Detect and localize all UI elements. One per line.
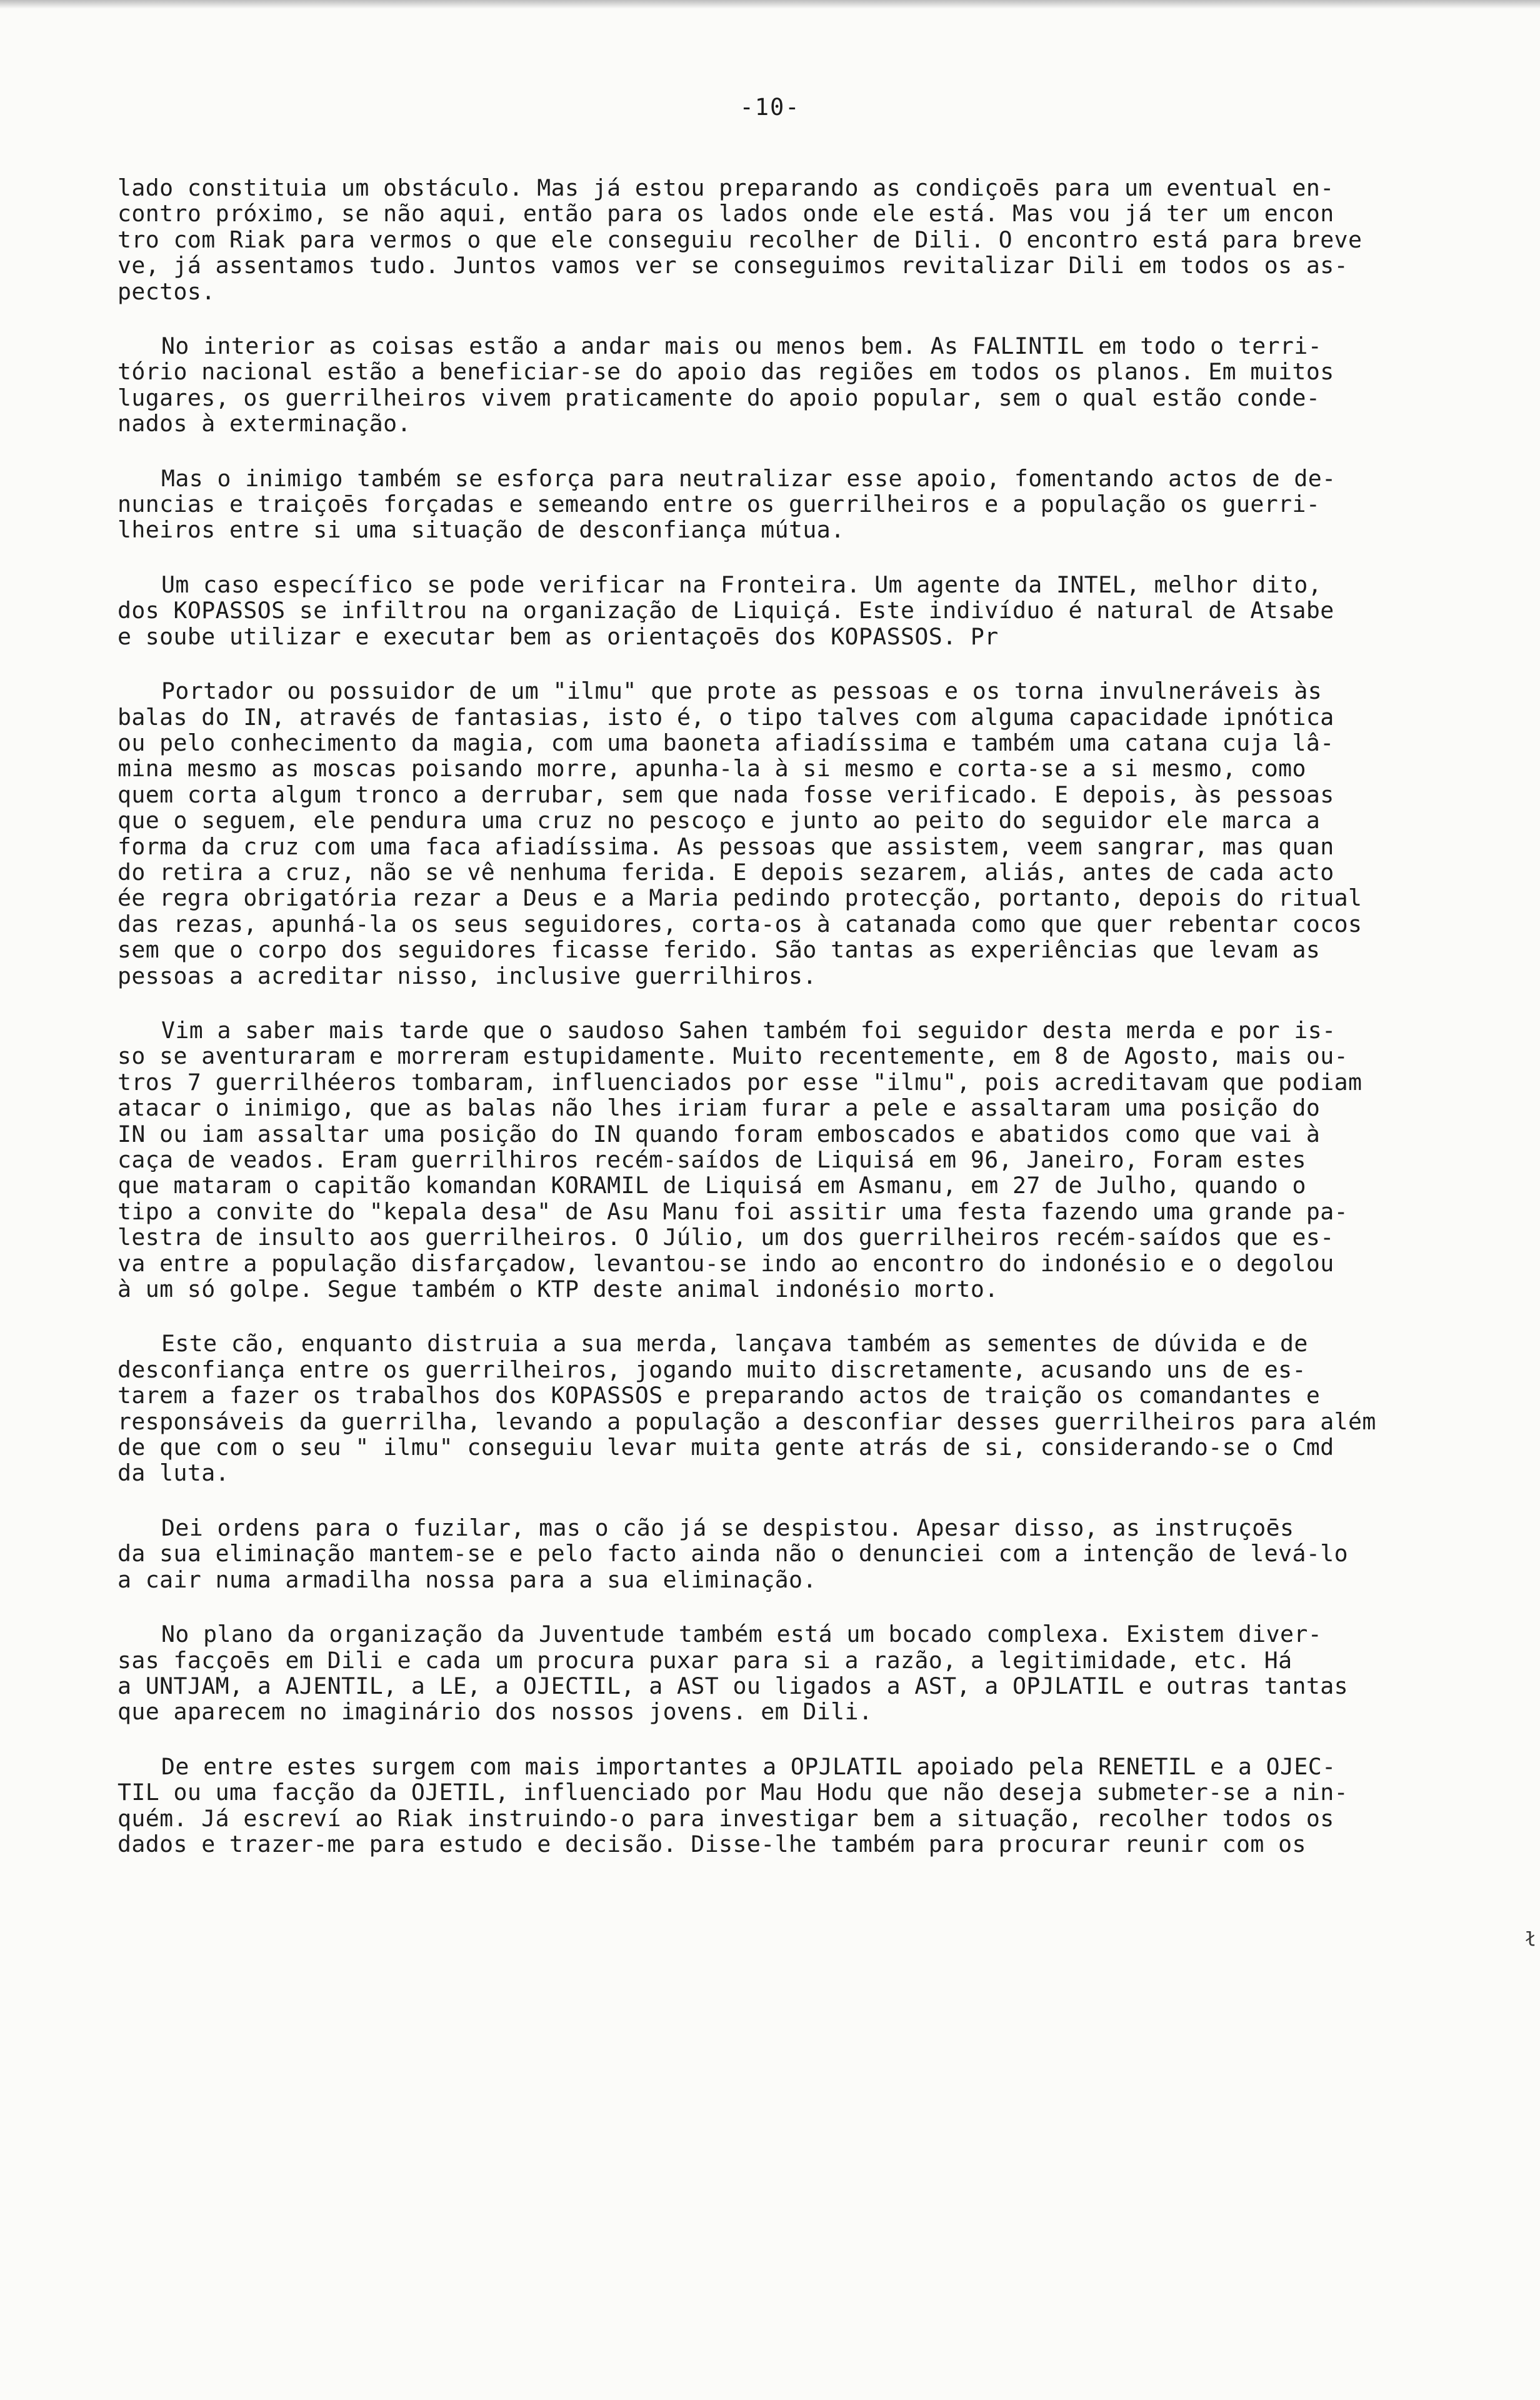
text-line: mina mesmo as moscas poisando morre, apunha-la à si mesmo e corta-se a si mesmo, como — [118, 755, 1306, 782]
paragraph — [118, 1754, 1492, 1858]
text-line: quem corta algum tronco a derrubar, sem que nada fosse verificado. E depois, às pessoas — [118, 781, 1334, 808]
text-line: va entre a população disfarçadow, levantou-se indo ao encontro do indonésio e o degolou — [118, 1249, 1334, 1277]
text-line: ée regra obrigatória rezar a Deus e a Maria pedindo protecção, portanto, depois do ritual — [118, 884, 1362, 912]
text-line: No plano da organização da Juventude também está um bocado complexa. Existem diver- — [161, 1621, 1322, 1648]
text-line: da sua eliminação mantem-se e pelo facto ainda não o denunciei com a intenção de levá-lo — [118, 1540, 1348, 1568]
text-line: Este cão, enquanto distruia a sua merda, lançava também as sementes de dúvida e de — [161, 1330, 1308, 1358]
text-line: pectos. — [118, 278, 216, 305]
paragraph — [118, 466, 1492, 543]
paragraph — [118, 1515, 1492, 1592]
text-line: do retira a cruz, não se vê nenhuma ferida. E depois sezarem, aliás, antes de cada acto — [118, 858, 1334, 886]
scan-edge-shadow — [0, 0, 1540, 9]
text-line: que mataram o capitão komandan KORAMIL de Liquisá em Asmanu, em 27 de Julho, quando o — [118, 1172, 1306, 1199]
text-line: forma da cruz com uma faca afiadíssima. As pessoas que assistem, veem sangrar, mas quan — [118, 832, 1334, 860]
text-line: No interior as coisas estão a andar mais ou menos bem. As FALINTIL em todo o terri- — [161, 332, 1322, 360]
text-line: a UNTJAM, a AJENTIL, a LE, a OJECTIL, a AST ou ligados a AST, a OPJLATIL e outras tantas — [118, 1672, 1348, 1699]
text-line: que aparecem no imaginário dos nossos jovens. em Dili. — [118, 1698, 873, 1726]
text-line: so se aventuraram e morreram estupidamente. Muito recentemente, em 8 de Agosto, mais ou- — [118, 1042, 1348, 1070]
paragraph — [118, 175, 1492, 304]
text-line: Um caso específico se pode verificar na Fronteira. Um agente da INTEL, melhor dito, — [161, 571, 1322, 598]
text-line: ou pelo conhecimento da magia, com uma baoneta afiadíssima e também uma catana cuja lâ- — [118, 729, 1334, 756]
paragraph — [118, 572, 1492, 649]
text-line: tipo a convite do "kepala desa" de Asu Manu foi assitir uma festa fazendo uma grande pa- — [118, 1198, 1348, 1225]
paragraph — [118, 333, 1492, 437]
text-line: Vim a saber mais tarde que o saudoso Sahen também foi seguidor desta merda e por is- — [161, 1016, 1336, 1044]
text-line: caça de veados. Eram guerrilhiros recém-saídos de Liquisá em 96, Janeiro, Foram estes — [118, 1146, 1306, 1173]
page-number: -10- — [739, 94, 801, 121]
paragraph — [118, 1621, 1492, 1725]
letter-body — [118, 175, 1492, 1886]
text-line: quém. Já escreví ao Riak instruindo-o para investigar bem a situação, recolher todos os — [118, 1804, 1334, 1832]
text-line: dados e trazer-me para estudo e decisão. Disse-lhe também para procurar reunir com os — [118, 1830, 1306, 1858]
text-line: tarem a fazer os trabalhos dos KOPASSOS e preparando actos de traição os comandantes e — [118, 1382, 1321, 1409]
margin-mark: ł — [1525, 1929, 1537, 1951]
text-line: responsáveis da guerrilha, levando a população a desconfiar desses guerrilheiros para além — [118, 1408, 1376, 1435]
text-line: TIL ou uma facção da OJETIL, influenciado por Mau Hodu que não deseja submeter-se a nin- — [118, 1779, 1348, 1806]
text-line: tório nacional estão a beneficiar-se do apoio das regiões em todos os planos. Em muitos — [118, 358, 1334, 386]
text-line: à um só golpe. Segue também o KTP deste animal indonésio morto. — [118, 1276, 999, 1303]
text-line: tros 7 guerrilhéeros tombaram, influenciados por esse "ilmu", pois acreditavam que podiam — [118, 1068, 1362, 1096]
text-line: contro próximo, se não aqui, então para os lados onde ele está. Mas vou já ter um encon — [118, 200, 1334, 228]
text-line: Dei ordens para o fuzilar, mas o cão já se despistou. Apesar disso, as instruçoēs — [161, 1514, 1294, 1541]
text-line: De entre estes surgem com mais importantes a OPJLATIL apoiado pela RENETIL e a OJEC- — [161, 1752, 1336, 1780]
text-line: a cair numa armadilha nossa para a sua eliminação. — [118, 1566, 817, 1593]
text-line: lheiros entre si uma situação de desconfiança mútua. — [118, 516, 845, 544]
text-line: que o seguem, ele pendura uma cruz no pescoço e junto ao peito do seguidor ele marca a — [118, 807, 1321, 834]
paragraph — [118, 1331, 1492, 1486]
text-line: IN ou iam assaltar uma posição do IN quando foram emboscados e abatidos como que vai à — [118, 1120, 1321, 1148]
text-line: desconfiança entre os guerrilheiros, jogando muito discretamente, acusando uns de es- — [118, 1356, 1306, 1383]
text-line: das rezas, apunhá-la os seus seguidores, corta-os à catanada como que quer rebentar cocos — [118, 910, 1362, 938]
text-line: de que com o seu " ilmu" conseguiu levar muita gente atrás de si, considerando-se o Cmd — [118, 1434, 1334, 1461]
text-line: pessoas a acreditar nisso, inclusive guerrilhiros. — [118, 962, 817, 989]
text-line: Mas o inimigo também se esforça para neutralizar esse apoio, fomentando actos de de- — [161, 464, 1336, 492]
text-line: lestra de insulto aos guerrilheiros. O Júlio, um dos guerrilheiros recém-saídos que es- — [118, 1224, 1334, 1251]
text-line: nados à exterminação. — [118, 410, 411, 438]
paragraph — [118, 1018, 1492, 1302]
text-line: sas facçoēs em Dili e cada um procura puxar para si a razão, a legitimidade, etc. Há — [118, 1646, 1292, 1674]
text-line: atacar o inimigo, que as balas não lhes iriam furar a pele e assaltaram uma posição do — [118, 1094, 1321, 1122]
text-line: lugares, os guerrilheiros vivem praticamente do apoio popular, sem o qual estão conde- — [118, 384, 1321, 411]
text-line: lado constituia um obstáculo. Mas já estou preparando as condiçoēs para um eventual en- — [118, 174, 1334, 201]
text-line: ve, já assentamos tudo. Juntos vamos ver se conseguimos revitalizar Dili em todos os as- — [118, 252, 1348, 279]
text-line: Portador ou possuidor de um "ilmu" que prote as pessoas e os torna invulneráveis às — [161, 678, 1322, 705]
text-line: nuncias e traiçoēs forçadas e semeando entre os guerrilheiros e a população os guerri- — [118, 491, 1321, 518]
text-line: sem que o corpo dos seguidores ficasse ferido. São tantas as experiências que levam as — [118, 936, 1321, 964]
paragraph — [118, 678, 1492, 989]
text-line: balas do IN, através de fantasias, isto é, o tipo talves com alguma capacidade ipnótica — [118, 703, 1334, 731]
text-line: dos KOPASSOS se infiltrou na organização de Liquiçá. Este indivíduo é natural de Atsabe — [118, 597, 1334, 624]
text-line: tro com Riak para vermos o que ele conseguiu recolher de Dili. O encontro está para breve — [118, 226, 1362, 253]
text-line: da luta. — [118, 1459, 229, 1487]
text-line: e soube utilizar e executar bem as orientaçoēs dos KOPASSOS. Pr — [118, 622, 999, 650]
